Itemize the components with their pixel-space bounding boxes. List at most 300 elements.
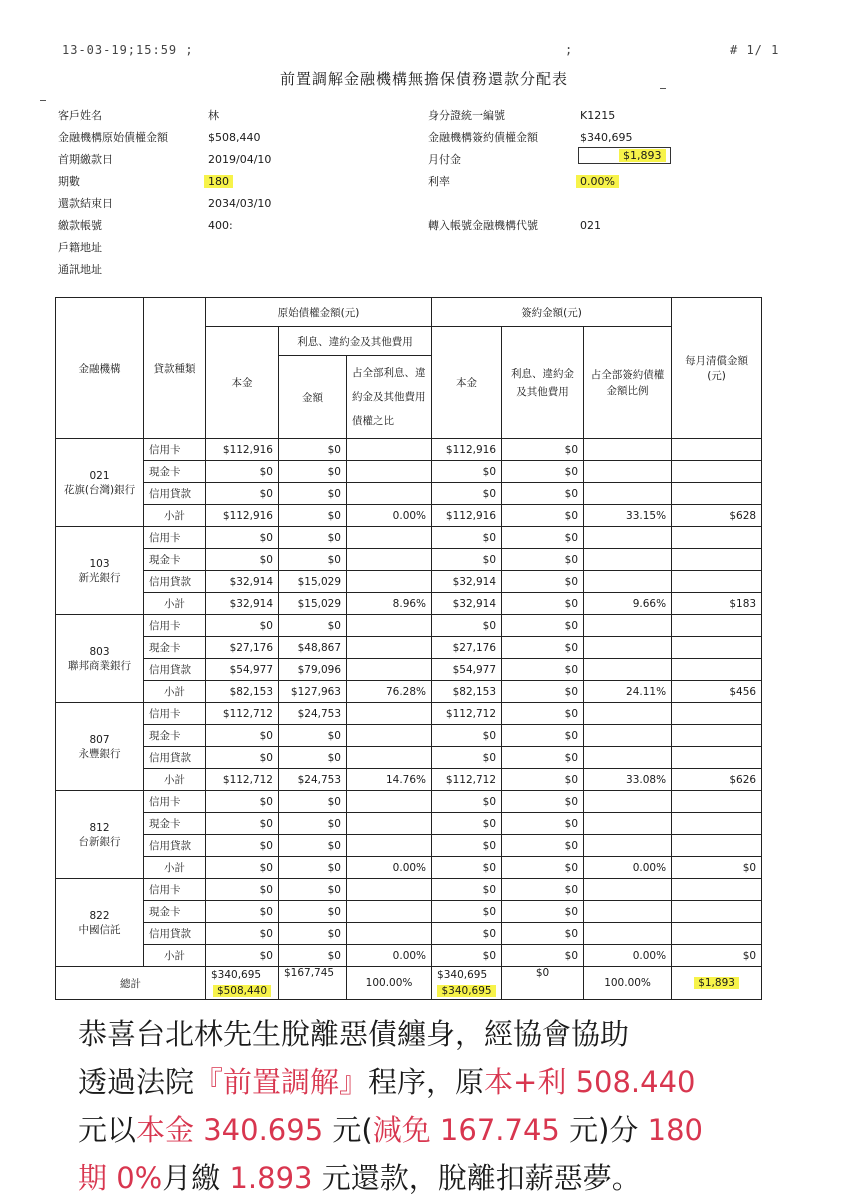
loan-type: 小計 [144,681,206,703]
monthly-amount [672,879,762,901]
table-row [56,461,762,483]
original-principal: $0 [206,747,279,769]
original-principal: $27,176 [206,637,279,659]
monthly-amount [672,659,762,681]
caption-highlight: 本+利 508.440 [484,1065,696,1099]
monthly-amount: $628 [672,505,762,527]
fax-timestamp: 13-03-19;15:59 ; [62,43,194,57]
caption-highlight: 本金 340.695 [136,1113,324,1147]
original-principal: $0 [206,945,279,967]
total-original-principal-value: $340,695 [211,969,262,981]
loan-type: 現金卡 [144,637,206,659]
original-interest: $15,029 [279,593,347,615]
contract-principal: $54,977 [432,659,502,681]
original-share: 0.00% [347,857,432,879]
table-row [56,923,762,945]
loan-type: 信用卡 [144,703,206,725]
contract-share: 9.66% [584,593,672,615]
total-original-principal [206,967,279,1000]
subtotal-row [56,945,762,967]
monthly-amount [672,439,762,461]
original-principal: $0 [206,901,279,923]
loan-type: 信用卡 [144,615,206,637]
loan-type: 現金卡 [144,901,206,923]
caption-overlay [0,1000,848,1200]
original-principal: $0 [206,615,279,637]
total-monthly [672,967,762,1000]
monthly-amount: $626 [672,769,762,791]
caption-text: 元)分 [559,1113,648,1147]
contract-interest: $0 [502,461,584,483]
total-original-principal-sum: $508,440 [213,985,271,997]
contract-share: 24.11% [584,681,672,703]
contract-share [584,461,672,483]
caption-highlight: 1.893 [229,1161,313,1195]
original-interest: $0 [279,747,347,769]
interest-rate-value: 0.00% [576,175,619,188]
contract-interest: $0 [502,505,584,527]
subtotal-row [56,857,762,879]
table-row [56,659,762,681]
info-label: 戶籍地址 [58,241,102,254]
contract-share [584,615,672,637]
table-row [56,483,762,505]
contract-interest: $0 [502,725,584,747]
contract-interest: $0 [502,857,584,879]
original-share [347,483,432,505]
original-principal: $0 [206,923,279,945]
contract-interest: $0 [502,637,584,659]
contract-claim-amount: $340,695 [580,131,633,144]
caption-text: 元還款，脫離扣薪惡夢。 [312,1161,641,1195]
allocation-table [55,297,762,1000]
bank-code: 021 [580,219,601,232]
contract-interest: $0 [502,549,584,571]
info-label: 月付金 [428,153,461,166]
contract-interest: $0 [502,593,584,615]
contract-interest: $0 [502,659,584,681]
contract-interest: $0 [502,835,584,857]
bank-cell [56,879,144,967]
original-interest: $79,096 [279,659,347,681]
loan-type: 信用貸款 [144,747,206,769]
info-label: 金融機構原始債權金額 [58,131,168,144]
monthly-amount [672,725,762,747]
contract-principal: $0 [432,835,502,857]
monthly-amount [672,549,762,571]
installment-count [204,176,233,187]
id-number: K1215 [580,109,616,122]
contract-principal: $0 [432,791,502,813]
contract-principal: $0 [432,945,502,967]
monthly-amount [672,461,762,483]
caption-line-4 [78,1156,641,1197]
loan-type: 信用貸款 [144,483,206,505]
contract-share [584,901,672,923]
loan-type: 小計 [144,505,206,527]
contract-interest: $0 [502,769,584,791]
bank-code: 103 [89,557,110,570]
bank-name: 中國信託 [78,923,121,936]
info-label: 還款結束日 [58,197,113,210]
original-share: 0.00% [347,945,432,967]
bank-name: 永豐銀行 [78,747,121,760]
total-original-interest: $167,745 [279,967,347,1000]
table-row [56,571,762,593]
monthly-payment [578,150,671,161]
contract-principal: $0 [432,923,502,945]
original-interest: $0 [279,505,347,527]
contract-interest: $0 [502,439,584,461]
original-principal: $0 [206,527,279,549]
info-label: 身分證統一編號 [428,109,505,122]
total-contract-principal-sum: $340,695 [437,985,495,997]
contract-principal: $32,914 [432,571,502,593]
original-principal: $0 [206,725,279,747]
original-interest: $0 [279,879,347,901]
payment-account: 400: [208,219,233,232]
original-interest: $0 [279,835,347,857]
monthly-amount: $0 [672,857,762,879]
original-interest: $24,753 [279,769,347,791]
bank-name: 台新銀行 [78,835,121,848]
original-principal: $32,914 [206,593,279,615]
original-principal: $0 [206,879,279,901]
contract-principal: $112,712 [432,703,502,725]
info-label: 利率 [428,175,450,188]
loan-type: 小計 [144,857,206,879]
bank-code: 812 [89,821,110,834]
contract-share [584,879,672,901]
original-share [347,725,432,747]
original-principal: $0 [206,835,279,857]
total-monthly-value: $1,893 [694,977,739,989]
loan-type: 信用貸款 [144,923,206,945]
header-loan-type: 貸款種類 [144,298,206,439]
original-interest: $0 [279,615,347,637]
original-principal: $54,977 [206,659,279,681]
original-interest: $0 [279,901,347,923]
loan-type: 信用貸款 [144,571,206,593]
installment-count-value: 180 [204,175,233,188]
loan-type: 信用卡 [144,791,206,813]
contract-principal: $0 [432,813,502,835]
monthly-amount [672,835,762,857]
header-original: 原始債權金額(元) [206,298,432,327]
table-row [56,813,762,835]
contract-principal: $0 [432,549,502,571]
contract-share: 33.15% [584,505,672,527]
table-header [56,298,762,439]
info-label: 首期繳款日 [58,153,113,166]
table-row [56,835,762,857]
original-interest: $0 [279,945,347,967]
contract-share [584,571,672,593]
caption-line-2 [78,1060,696,1101]
original-claim-amount: $508,440 [208,131,261,144]
original-share [347,901,432,923]
original-principal: $0 [206,549,279,571]
loan-type: 信用貸款 [144,835,206,857]
contract-principal: $0 [432,901,502,923]
caption-highlight: 減免 167.745 [372,1113,560,1147]
table-row [56,615,762,637]
contract-share [584,659,672,681]
info-label: 期數 [58,175,80,188]
total-contract-principal [432,967,502,1000]
contract-principal: $82,153 [432,681,502,703]
original-interest: $0 [279,483,347,505]
monthly-payment-value: $1,893 [619,149,666,162]
contract-interest: $0 [502,703,584,725]
bank-cell [56,791,144,879]
bank-cell [56,439,144,527]
contract-share: 0.00% [584,857,672,879]
info-label: 繳款帳號 [58,219,102,232]
loan-type: 現金卡 [144,725,206,747]
bank-code: 822 [89,909,110,922]
original-principal: $112,916 [206,439,279,461]
monthly-amount [672,703,762,725]
original-principal: $0 [206,813,279,835]
loan-type: 現金卡 [144,461,206,483]
monthly-amount: $0 [672,945,762,967]
header-principal: 本金 [206,327,279,439]
contract-interest: $0 [502,615,584,637]
original-share [347,923,432,945]
loan-type: 信用卡 [144,527,206,549]
original-interest: $0 [279,527,347,549]
original-share: 8.96% [347,593,432,615]
monthly-amount [672,791,762,813]
contract-principal: $0 [432,725,502,747]
loan-type: 小計 [144,593,206,615]
bank-name: 聯邦商業銀行 [68,659,131,672]
contract-share: 0.00% [584,945,672,967]
original-principal: $0 [206,791,279,813]
interest-rate [576,176,619,187]
caption-text: 元( [323,1113,373,1147]
contract-principal: $0 [432,747,502,769]
header-share-original: 占全部利息、違約金及其他費用債權之比 [347,356,432,439]
monthly-amount [672,483,762,505]
original-share [347,791,432,813]
loan-type: 現金卡 [144,813,206,835]
header-bank: 金融機構 [56,298,144,439]
fax-page-number: # 1/ 1 [730,43,780,57]
original-share [347,439,432,461]
contract-principal: $27,176 [432,637,502,659]
original-interest: $15,029 [279,571,347,593]
header-amount: 金額 [279,356,347,439]
header-interest-group: 利息、違約金及其他費用 [279,327,432,356]
loan-type: 信用卡 [144,439,206,461]
contract-share [584,439,672,461]
info-label: 金融機構簽約債權金額 [428,131,538,144]
contract-interest: $0 [502,923,584,945]
monthly-payment-box [578,147,671,164]
total-contract-principal-value: $340,695 [437,969,488,981]
header-contract-interest: 利息、違約金及其他費用 [502,327,584,439]
monthly-amount [672,527,762,549]
total-contract-share: 100.00% [584,967,672,1000]
contract-principal: $32,914 [432,593,502,615]
contract-share [584,527,672,549]
contract-interest: $0 [502,879,584,901]
bank-cell [56,615,144,703]
contract-interest: $0 [502,527,584,549]
info-label: 轉入帳號金融機構代號 [428,219,538,232]
caption-text: 元以 [78,1113,137,1147]
contract-principal: $112,712 [432,769,502,791]
contract-principal: $0 [432,461,502,483]
original-principal: $112,916 [206,505,279,527]
monthly-amount: $456 [672,681,762,703]
caption-text: 透過法院 [78,1065,195,1099]
contract-share [584,483,672,505]
caption-highlight: 期 0% [78,1161,163,1195]
document-title: 前置調解金融機構無擔保債務還款分配表 [279,70,568,88]
contract-share [584,637,672,659]
bank-code: 021 [89,469,110,482]
total-row [56,967,762,1000]
monthly-amount [672,923,762,945]
original-interest: $0 [279,923,347,945]
table-row [56,747,762,769]
bank-code: 807 [89,733,110,746]
original-interest: $48,867 [279,637,347,659]
loan-type: 現金卡 [144,549,206,571]
original-share [347,637,432,659]
contract-share [584,813,672,835]
subtotal-row [56,769,762,791]
original-principal: $0 [206,461,279,483]
original-share [347,703,432,725]
monthly-amount [672,637,762,659]
loan-type: 小計 [144,769,206,791]
contract-interest: $0 [502,791,584,813]
table-row [56,901,762,923]
original-share [347,813,432,835]
subtotal-row [56,681,762,703]
original-principal: $0 [206,857,279,879]
original-principal: $0 [206,483,279,505]
caption-line-1 [78,1012,629,1053]
original-interest: $0 [279,439,347,461]
contract-principal: $112,916 [432,439,502,461]
monthly-amount [672,813,762,835]
customer-name: 林 [208,109,219,122]
original-interest: $24,753 [279,703,347,725]
contract-interest: $0 [502,945,584,967]
original-interest: $0 [279,813,347,835]
contract-principal: $0 [432,879,502,901]
contract-interest: $0 [502,571,584,593]
table-row [56,527,762,549]
original-share [347,549,432,571]
scan-mark [40,100,46,101]
total-label: 總計 [56,967,206,1000]
original-principal: $112,712 [206,769,279,791]
contract-principal: $0 [432,615,502,637]
table-row [56,439,762,461]
contract-interest: $0 [502,681,584,703]
bank-cell [56,527,144,615]
monthly-amount [672,615,762,637]
subtotal-row [56,593,762,615]
caption-text: 恭喜台北林先生脫離惡債纏身，經協會協助 [78,1017,630,1051]
original-share [347,571,432,593]
contract-principal: $112,916 [432,505,502,527]
contract-principal: $0 [432,527,502,549]
original-interest: $0 [279,725,347,747]
end-date: 2034/03/10 [208,197,272,210]
total-contract-interest: $0 [502,967,584,1000]
original-interest: $0 [279,791,347,813]
bank-code: 803 [89,645,110,658]
contract-share [584,791,672,813]
loan-type: 信用卡 [144,879,206,901]
contract-principal: $0 [432,857,502,879]
contract-share: 33.08% [584,769,672,791]
info-label: 客戶姓名 [58,109,102,122]
header-monthly: 每月清償金額(元) [672,298,762,439]
table-row [56,549,762,571]
loan-type: 信用貸款 [144,659,206,681]
monthly-amount [672,571,762,593]
original-share: 14.76% [347,769,432,791]
monthly-amount [672,901,762,923]
original-share [347,747,432,769]
caption-line-3 [78,1108,703,1149]
original-share [347,879,432,901]
contract-share [584,549,672,571]
bank-name: 新光銀行 [78,571,121,584]
original-interest: $127,963 [279,681,347,703]
contract-principal: $0 [432,483,502,505]
contract-interest: $0 [502,901,584,923]
contract-interest: $0 [502,813,584,835]
caption-highlight: 『前置調解』 [194,1065,369,1099]
table-row [56,879,762,901]
loan-type: 小計 [144,945,206,967]
contract-interest: $0 [502,747,584,769]
original-share: 76.28% [347,681,432,703]
original-principal: $32,914 [206,571,279,593]
monthly-amount [672,747,762,769]
table-body [56,439,762,1000]
contract-share [584,835,672,857]
original-share [347,461,432,483]
original-share: 0.00% [347,505,432,527]
info-label: 通訊地址 [58,263,102,276]
table-row [56,703,762,725]
bank-name: 花旗(台灣)銀行 [63,483,136,496]
original-principal: $112,712 [206,703,279,725]
caption-highlight: 180 [647,1113,703,1147]
header-share-contract: 占全部簽約債權金額比例 [584,327,672,439]
original-share [347,615,432,637]
contract-interest: $0 [502,483,584,505]
bank-cell [56,703,144,791]
contract-share [584,747,672,769]
original-interest: $0 [279,549,347,571]
original-principal: $82,153 [206,681,279,703]
table-row [56,791,762,813]
contract-share [584,923,672,945]
original-interest: $0 [279,857,347,879]
original-share [347,527,432,549]
